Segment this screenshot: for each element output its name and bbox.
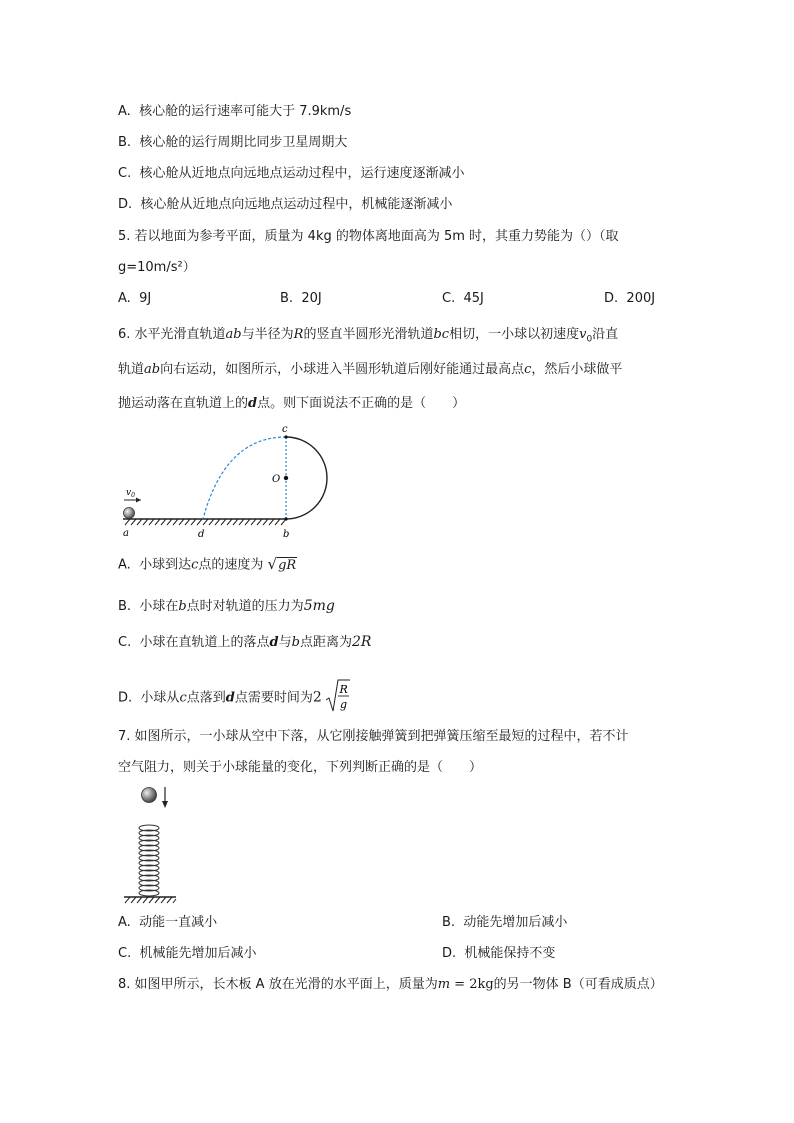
falling-ball <box>142 788 157 803</box>
top-point <box>284 435 287 438</box>
q7-stem-line2: 空气阻力，则关于小球能量的变化，下列判断正确的是（ ） <box>118 760 483 775</box>
ground-hatching <box>125 519 286 525</box>
label-a: a <box>123 528 129 539</box>
q6-track-figure <box>115 420 345 545</box>
q6-option-d: D. 小球从c点落到d点需要时间为2 R g <box>118 681 350 715</box>
q7-stem-line1: 7. 如图所示，一小球从空中下落，从它刚接触弹簧到把弹簧压缩至最短的过程中，若不计 <box>118 729 629 744</box>
q4-option-a: A. 核心舱的运行速率可能大于 7.9km/s <box>118 104 352 119</box>
velocity-arrowhead <box>136 498 141 503</box>
svg-text:g: g <box>339 698 347 711</box>
label-v0: $v_0$ <box>126 488 135 499</box>
q4-option-d: D. 核心舱从近地点向远地点运动过程中，机械能逐渐减小 <box>118 197 453 212</box>
q4-option-b: B. 核心舱的运行周期比同步卫星周期大 <box>118 135 348 150</box>
spring-ground-hatching <box>125 897 176 903</box>
q7-option-a: A. 动能一直减小 <box>118 915 218 930</box>
q5-option-d: D. 200J <box>604 291 656 306</box>
q5-option-c: C. 45J <box>442 291 484 306</box>
spring-coils <box>139 825 159 896</box>
sqrt-fraction <box>326 681 350 715</box>
svg-text:R: R <box>339 683 348 696</box>
q6-option-c: C. 小球在直轨道上的落点d与b点距离为2R <box>118 634 372 650</box>
q6-option-b: B. 小球在b点时对轨道的压力为5mg <box>118 598 335 614</box>
center-point <box>284 476 288 480</box>
q6-stem-line2: 轨道ab向右运动，如图所示，小球进入半圆形轨道后刚好能通过最高点c，然后小球做平 <box>118 362 623 377</box>
q6-stem-line3: 抛运动落在直轨道上的d点。则下面说法不正确的是（ ） <box>118 396 466 411</box>
label-d: d <box>198 529 205 540</box>
q6-option-a: A. 小球到达c点的速度为 √gR <box>118 555 297 573</box>
label-b: b <box>283 529 290 540</box>
q7-spring-figure <box>118 783 188 908</box>
q8-stem-line1: 8. 如图甲所示，长木板 A 放在光滑的水平面上，质量为m = 2kg的另一物体 B（可看成质点） <box>118 977 663 992</box>
sqrt-gR: √gR <box>267 555 297 573</box>
q6-stem-line1: 6. 水平光滑直轨道ab与半径为R的竖直半圆形光滑轨道bc相切，一小球以初速度$v_0$沿直 <box>118 327 619 345</box>
semicircle-track <box>286 437 327 519</box>
small-ball <box>124 508 135 519</box>
label-O: O <box>272 474 281 485</box>
q5-option-b: B. 20J <box>280 291 322 306</box>
label-c: c <box>282 424 288 435</box>
q5-option-a: A. 9J <box>118 291 152 306</box>
q7-option-b: B. 动能先增加后减小 <box>442 915 568 930</box>
down-arrow-head <box>162 801 168 808</box>
q5-stem-line2: g=10m/s²） <box>118 260 196 275</box>
q7-option-d: D. 机械能保持不变 <box>442 946 556 961</box>
bottom-point <box>284 517 287 520</box>
q7-option-c: C. 机械能先增加后减小 <box>118 946 257 961</box>
q5-stem-line1: 5. 若以地面为参考平面，质量为 4kg 的物体离地面高为 5m 时，其重力势能为（）（取 <box>118 229 619 244</box>
q4-option-c: C. 核心舱从近地点向远地点运动过程中，运行速度逐渐减小 <box>118 166 465 181</box>
